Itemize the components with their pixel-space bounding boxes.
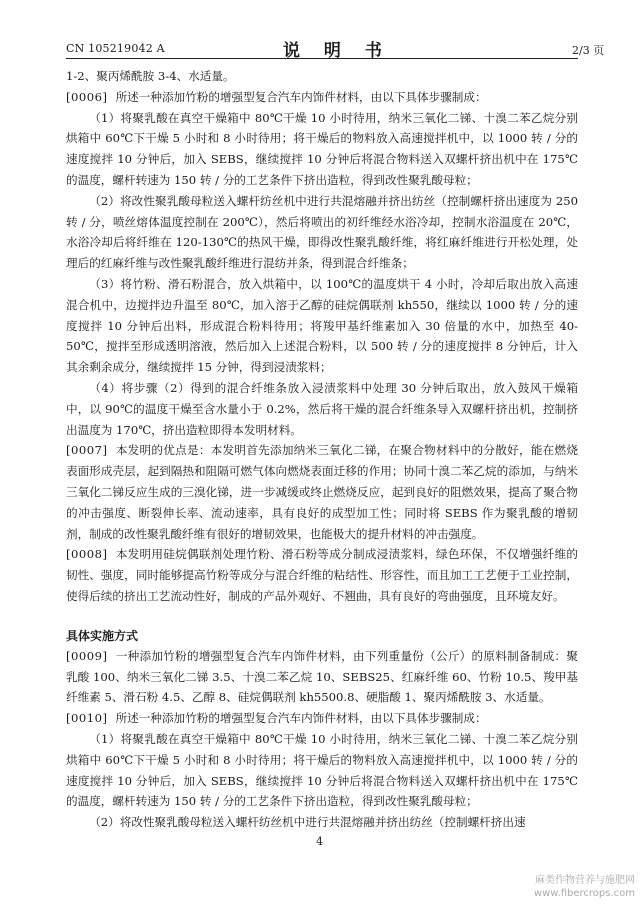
paragraph [66,87,578,108]
paragraph-text: 1-2、聚丙烯酰胺 3-4、水适量。 [66,69,235,83]
page-indicator: 2/3 页 [572,44,605,57]
paragraph-text: 一种添加竹粉的增强型复合汽车内饰件材料，由下列重量份（公斤）的原料制备制成：聚乳酸 100、纳米三氧化二锑 3.5、十溴二苯乙烷 10、SEBS25、红麻纤维 60、竹粉 10.5、羧甲基纤维素 5、滑石粉 4.5、乙醇 8、硅烷偶联剂 kh5500.8、硬脂酸 1、聚丙烯酰胺 3、水适量。 [66,648,578,705]
paragraph-number: [0010] [66,711,108,726]
paragraph [66,440,578,544]
paragraph [66,66,578,87]
paragraph [66,708,578,729]
paragraph-text: （1）将聚乳酸在真空干燥箱中 80℃干燥 10 小时待用，纳米三氧化二锑、十溴二苯乙烷分别烘箱中 60℃下干燥 5 小时和 8 小时待用；将干燥后的物料放入高速搅拌机中，以 1000 转 / 分的速度搅拌 10 分钟后，加入 SEBS，继续搅拌 10 分钟后将混合物料送入双螺杆挤出机中在 175℃的温度，螺杆转速为 150 转 / 分的工艺条件下挤出造粒，得到改性聚乳酸母粒； [66,110,578,187]
page-header [0,0,643,64]
page-number: 4 [316,835,323,848]
patent-number: CN 105219042 A [66,42,165,55]
paragraph-number: [0009] [66,648,108,663]
paragraph [66,108,578,191]
paragraph [66,544,578,606]
header-divider [66,58,578,59]
embodiment-paragraphs [66,646,578,833]
watermark-site-name: 麻类作物营养与施肥网 [535,875,635,886]
watermark-url: www.fibercrops.com [533,888,635,899]
section-heading: 具体实施方式 [66,628,139,643]
paragraph-text: 所述一种添加竹粉的增强型复合汽车内饰件材料，由以下具体步骤制成： [115,89,487,104]
paragraph-text: 本发明用硅烷偶联剂处理竹粉、滑石粉等成分制成浸渍浆料，绿色环保，不仅增强纤维的韧性、强度，同时能够提高竹粉等成分与混合纤维的粘结性、形容性，而且加工工艺便于工业控制，使得后续的挤出工艺流动性好，制成的产品外观好、不翘曲，具有良好的弯曲强度，且环境友好。 [66,547,578,603]
paragraph-text: （4）将步骤（2）得到的混合纤维条放入浸渍浆料中处理 30 分钟后取出，放入鼓风干燥箱中，以 90℃的温度干燥至含水量小于 0.2%，然后将干燥的混合纤维条导入双螺杆挤出机，控制挤出温度为 170℃，挤出造粒即得本发明材料。 [66,380,578,437]
watermark [534,874,635,900]
paragraph-number: [0007] [66,443,108,458]
paragraph-number: [0006] [66,89,108,104]
paragraph [66,191,578,274]
paragraph [66,812,578,833]
paragraph-text: （2）将改性聚乳酸母粒送入螺杆纺丝机中进行共混熔融并挤出纺丝（控制螺杆挤出速度为 250 转 / 分，喷丝熔体温度控制在 200℃），然后将喷出的初纤维经水浴冷却，控制水浴温度在 20℃，水浴冷却后将纤维在 120-130℃的热风干燥，即得改性聚乳酸纤维，将红麻纤维进行开松处理，处理后的红麻纤维与改性聚乳酸纤维进行混纺并条，得到混合纤维条； [66,193,578,271]
paragraph [66,729,578,812]
paragraph-text: （1）将聚乳酸在真空干燥箱中 80℃干燥 10 小时待用，纳米三氧化二锑、十溴二苯乙烷分别烘箱中 60℃下干燥 5 小时和 8 小时待用；将干燥后的物料放入高速搅拌机中，以 1000 转 / 分的速度搅拌 10 分钟后，加入 SEBS，继续搅拌 10 分钟后将混合物料送入双螺杆挤出机中在 175℃的温度，螺杆转速为 150 转 / 分的工艺条件下挤出造粒，得到改性聚乳酸母粒； [66,731,578,809]
document-title: 说 明 书 [283,41,391,61]
document-body [66,66,578,833]
paragraph-text: （3）将竹粉、滑石粉混合，放入烘箱中，以 100℃的温度烘干 4 小时，冷却后取出放入高速混合机中，边搅拌边升温至 80℃，加入溶于乙醇的硅烷偶联剂 kh550，继续以 1000 转 / 分的速度搅拌 10 分钟后出料，形成混合粉料待用；将羧甲基纤维素加入 30 倍量的水中，加热至 40-50℃，搅拌至形成透明溶液，然后加入上述混合粉料，以 500 转 / 分的速度搅拌 8 分钟后，计入其余剩余成分，继续搅拌 15 分钟，得到浸渍浆料； [66,276,578,375]
paragraph [66,378,578,440]
description-paragraphs [66,66,578,607]
paragraph-text: （2）将改性聚乳酸母粒送入螺杆纺丝机中进行共混熔融并挤出纺丝（控制螺杆挤出速 [89,815,526,830]
paragraph-text: 本发明的优点是：本发明首先添加纳米三氧化二锑，在聚合物材料中的分散好，能在燃烧表面形成壳层，起到隔热和阻隔可燃气体向燃烧表面迁移的作用；协同十溴二苯乙烷的添加，与纳米三氧化二锑反应生成的三溴化锑，进一步减缓或终止燃烧反应，起到良好的阻燃效果，提高了聚合物的冲击强度、断裂伸长率、流动速率，具有良好的成型加工性；同时将 SEBS 作为聚乳酸的增韧剂，制成的改性聚乳酸纤维有很好的增韧效果，也能极大的提升材料的冲击强度。 [66,443,578,541]
paragraph-text: 所述一种添加竹粉的增强型复合汽车内饰件材料，由以下具体步骤制成： [115,711,487,726]
paragraph [66,646,578,708]
paragraph [66,274,578,378]
paragraph-number: [0008] [66,547,108,562]
